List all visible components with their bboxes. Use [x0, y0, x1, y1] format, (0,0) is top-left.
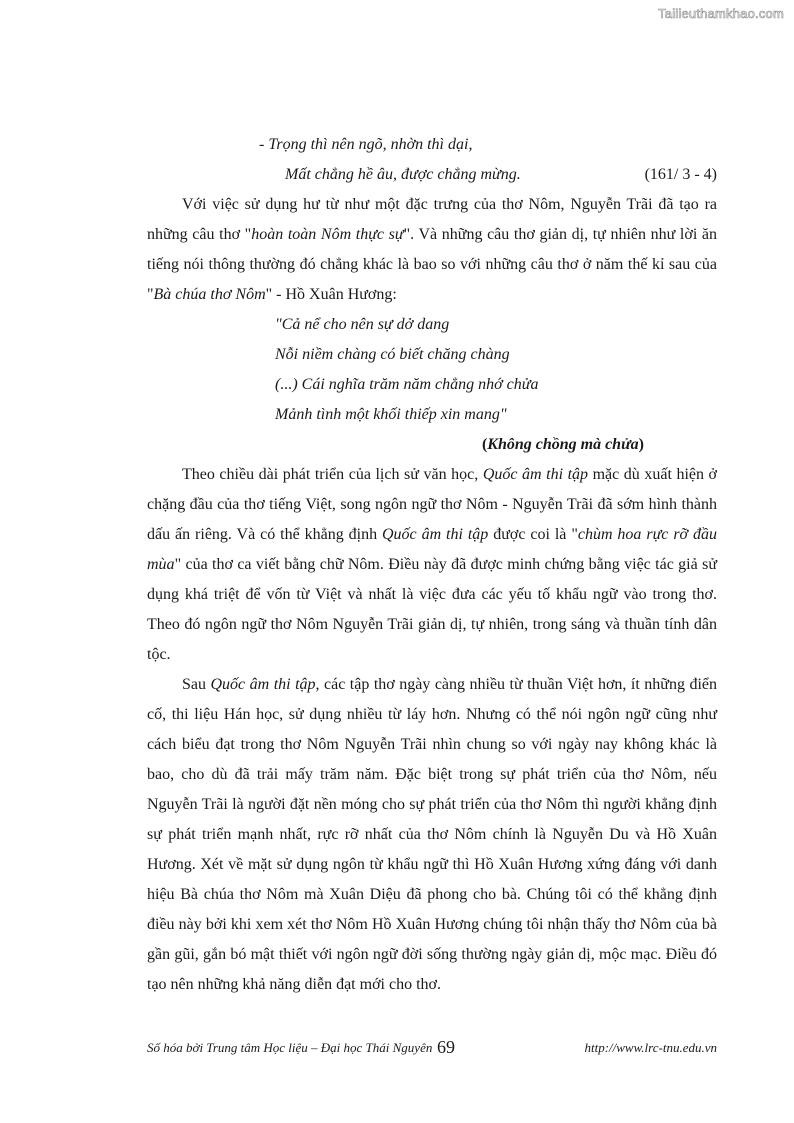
- p2-italic-1: Quốc âm thi tập: [482, 466, 589, 483]
- poem2-line: "Cả nể cho nên sự dở dang: [275, 316, 450, 333]
- poem1-line1: - Trọng thì nên ngõ, nhờn thì dại,: [259, 136, 473, 153]
- paragraph-3: [147, 670, 717, 1000]
- page-footer: [147, 1037, 717, 1061]
- p1-italic-2: Bà chúa thơ Nôm: [153, 286, 266, 303]
- p2-italic-3: chùm hoa rực rỡ đầu mùa: [147, 526, 718, 573]
- p2-text-4: " của thơ ca viết bằng chữ Nôm. Điều này đã được minh chứng bằng việc tác giả sử dụng khá triệt để vốn từ Việt và nhất là việc đưa các yếu tố khẩu ngữ vào trong thơ. Theo đó ngôn ngữ thơ Nôm Nguyễn Trãi giản dị, tự nhiên, trong sáng và thuần tính dân tộc.: [147, 556, 717, 663]
- poem2-line: Mảnh tình một khối thiếp xin mang": [275, 406, 507, 423]
- attr-close: ): [638, 436, 644, 453]
- paragraph-2: [147, 460, 717, 670]
- poem1-reference: (161/ 3 - 4): [644, 166, 717, 183]
- footer-source: Số hóa bởi Trung tâm Học liệu – Đại học Thái Nguyên: [147, 1040, 433, 1055]
- attr-title: Không chồng mà chửa: [487, 436, 639, 453]
- p2-text-1: Theo chiều dài phát triển của lịch sử văn học,: [182, 466, 483, 483]
- page-number: 69: [437, 1037, 455, 1057]
- poem1-line2: [147, 160, 717, 190]
- p1-text-3: " - Hồ Xuân Hương:: [265, 286, 397, 303]
- poem2-line: (...) Cái nghĩa trăm năm chẳng nhớ chửa: [275, 376, 539, 393]
- page-body: [147, 130, 717, 1000]
- p1-text-2: ". Và những câu thơ giản dị, tự nhiên như lời ăn tiếng nói thông thường đó chẳng khác là bao so với những câu thơ ở năm thế kỉ sau của ": [147, 226, 717, 303]
- p3-text-1: Sau: [182, 676, 211, 693]
- watermark: Tailieuthamkhao.com: [658, 6, 784, 21]
- poem2-line: Nỗi niềm chàng có biết chăng chàng: [275, 346, 510, 363]
- p2-italic-2: Quốc âm thi tập: [382, 526, 489, 543]
- paragraph-1: [147, 190, 717, 310]
- footer-url: http://www.lrc-tnu.edu.vn: [584, 1040, 717, 1055]
- attr-open: (: [481, 436, 488, 453]
- p2-text-3: được coi là ": [488, 526, 578, 543]
- poem2-attribution: [147, 430, 717, 460]
- p3-text-2: , các tập thơ ngày càng nhiều từ thuần Việt hơn, ít những điển cố, thi liệu Hán học, sử dụng nhiều từ láy hơn. Nhưng có thể nói ngôn ngữ cũng như cách biểu đạt trong thơ Nôm Nguyễn Trãi nhìn chung so với ngày nay không khác là bao, cho dù đã trải mấy trăm năm. Đặc biệt trong sự phát triển của thơ Nôm, nếu Nguyễn Trãi là người đặt nền móng cho sự phát triển của thơ Nôm thì người khẳng định sự phát triển mạnh nhất, rực rỡ nhất của thơ Nôm chính là Nguyễn Du và Hồ Xuân Hương. Xét về mặt sử dụng ngôn từ khẩu ngữ thì Hồ Xuân Hương xứng đáng với danh hiệu Bà chúa thơ Nôm mà Xuân Diệu đã phong cho bà. Chúng tôi có thể khẳng định điều này bởi khi xem xét thơ Nôm Hồ Xuân Hương chúng tôi nhận thấy thơ Nôm của bà gần gũi, gắn bó mật thiết với ngôn ngữ đời sống thường ngày giản dị, mộc mạc. Điều đó tạo nên những khả năng diễn đạt mới cho thơ.: [147, 676, 718, 993]
- poem1-line2-text: Mất chẳng hề âu, được chẳng mừng.: [285, 166, 521, 183]
- p1-text-1: Với việc sử dụng hư từ như một đặc trưng của thơ Nôm, Nguyễn Trãi đã tạo ra những câu thơ ": [147, 196, 717, 243]
- poem2: [147, 310, 717, 430]
- p1-italic-1: hoàn toàn Nôm thực sự: [251, 226, 404, 243]
- p2-text-2: mặc dù xuất hiện ở chặng đầu của thơ tiếng Việt, song ngôn ngữ thơ Nôm - Nguyễn Trãi đã sớm hình thành dấu ấn riêng. Và có thể khẳng định: [147, 466, 718, 543]
- p3-italic-1: Quốc âm thi tập: [210, 676, 316, 693]
